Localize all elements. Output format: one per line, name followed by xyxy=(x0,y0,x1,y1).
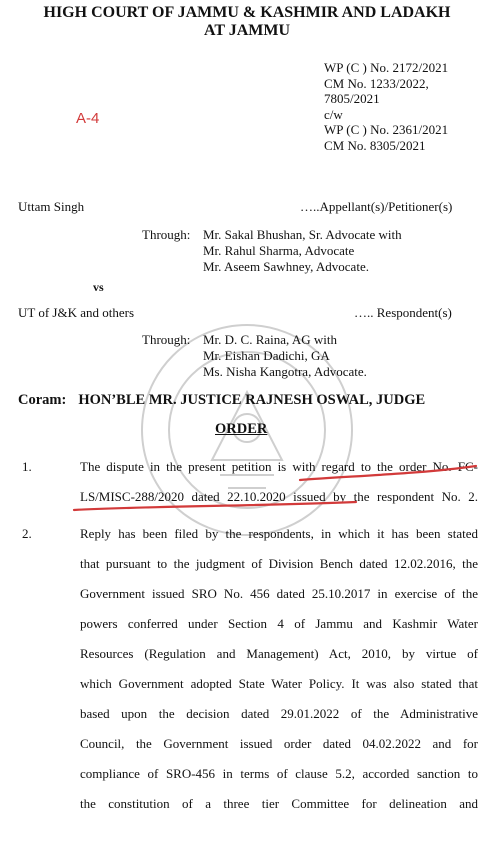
paragraph-number: 2. xyxy=(22,526,32,541)
case-number-line: c/w xyxy=(324,106,343,122)
court-location: AT JAMMU xyxy=(203,22,291,39)
paragraph-line: that pursuant to the judgment of Division Bench dated 12.02.2016, the xyxy=(80,556,478,571)
lawyer-name: Mr. Sakal Bhushan, Sr. Advocate with xyxy=(203,227,402,242)
case-number-line: CM No. 1233/2022, xyxy=(324,75,429,91)
lawyer-name: Mr. Aseem Sawhney, Advocate. xyxy=(203,259,369,274)
annotation-tag: A-4 xyxy=(76,110,100,127)
case-numbers xyxy=(324,60,448,153)
case-number-line: 7805/2021 xyxy=(324,91,380,106)
lawyer-name: Ms. Nisha Kangotra, Advocate. xyxy=(203,364,367,379)
coram-judge: HON’BLE MR. JUSTICE RAJNESH OSWAL, JUDGE xyxy=(78,392,426,408)
petitioner-through-label: Through: xyxy=(142,227,191,242)
paragraph-line: Resources (Regulation and Management) Act, 2010, by virtue of xyxy=(80,646,478,661)
paragraph-2 xyxy=(80,519,478,819)
paragraph-number: 1. xyxy=(22,459,32,474)
lawyer-name: Mr. Rahul Sharma, Advocate xyxy=(203,243,355,258)
case-number-line: WP (C ) No. 2361/2021 xyxy=(324,122,449,137)
case-number-line: CM No. 8305/2021 xyxy=(324,137,426,153)
paragraph-line: which Government adopted State Water Policy. It was also stated that xyxy=(80,676,478,691)
paragraph-line: compliance of SRO-456 in terms of clause 5.2, accorded sanction to xyxy=(80,766,478,781)
respondent-name: UT of J&K and others xyxy=(18,305,135,320)
paragraph-line: Council, the Government issued order dated 04.02.2022 and for xyxy=(80,736,478,751)
coram xyxy=(18,392,425,409)
case-number-line: WP (C ) No. 2172/2021 xyxy=(324,60,449,75)
versus-label: vs xyxy=(93,280,104,294)
petitioner-name: Uttam Singh xyxy=(18,199,85,214)
coram-label: Coram: xyxy=(18,392,67,408)
paragraph-line: Reply has been filed by the respondents, in which it has been stated xyxy=(80,526,478,541)
court-header xyxy=(0,4,494,40)
paragraph-line: the constitution of a three tier Committee for delineation and xyxy=(80,796,478,811)
paragraph-line: The dispute in the present petition is with regard to the order No. FC- xyxy=(80,459,478,474)
paragraph-line: based upon the decision dated 29.01.2022 of the Administrative xyxy=(80,706,478,721)
paragraph-line: LS/MISC-288/2020 dated 22.10.2020 issued by the respondent No. 2. xyxy=(80,489,478,504)
lawyer-name: Mr. Eishan Dadichi, GA xyxy=(203,348,330,363)
petitioner-lawyers xyxy=(203,227,402,275)
order-heading: ORDER xyxy=(215,421,268,437)
paragraph-line: powers conferred under Section 4 of Jammu and Kashmir Water xyxy=(80,616,478,631)
paragraph-line: Government issued SRO No. 456 dated 25.10.2017 in exercise of the xyxy=(80,586,478,601)
petitioner-role: …..Appellant(s)/Petitioner(s) xyxy=(300,199,453,214)
lawyer-name: Mr. D. C. Raina, AG with xyxy=(203,332,337,347)
respondent-through-label: Through: xyxy=(142,332,191,347)
respondent-role: ….. Respondent(s) xyxy=(354,305,452,320)
respondent-lawyers xyxy=(203,332,367,380)
court-name: HIGH COURT OF JAMMU & KASHMIR AND LADAKH xyxy=(43,4,451,21)
paragraph-1 xyxy=(80,452,478,512)
